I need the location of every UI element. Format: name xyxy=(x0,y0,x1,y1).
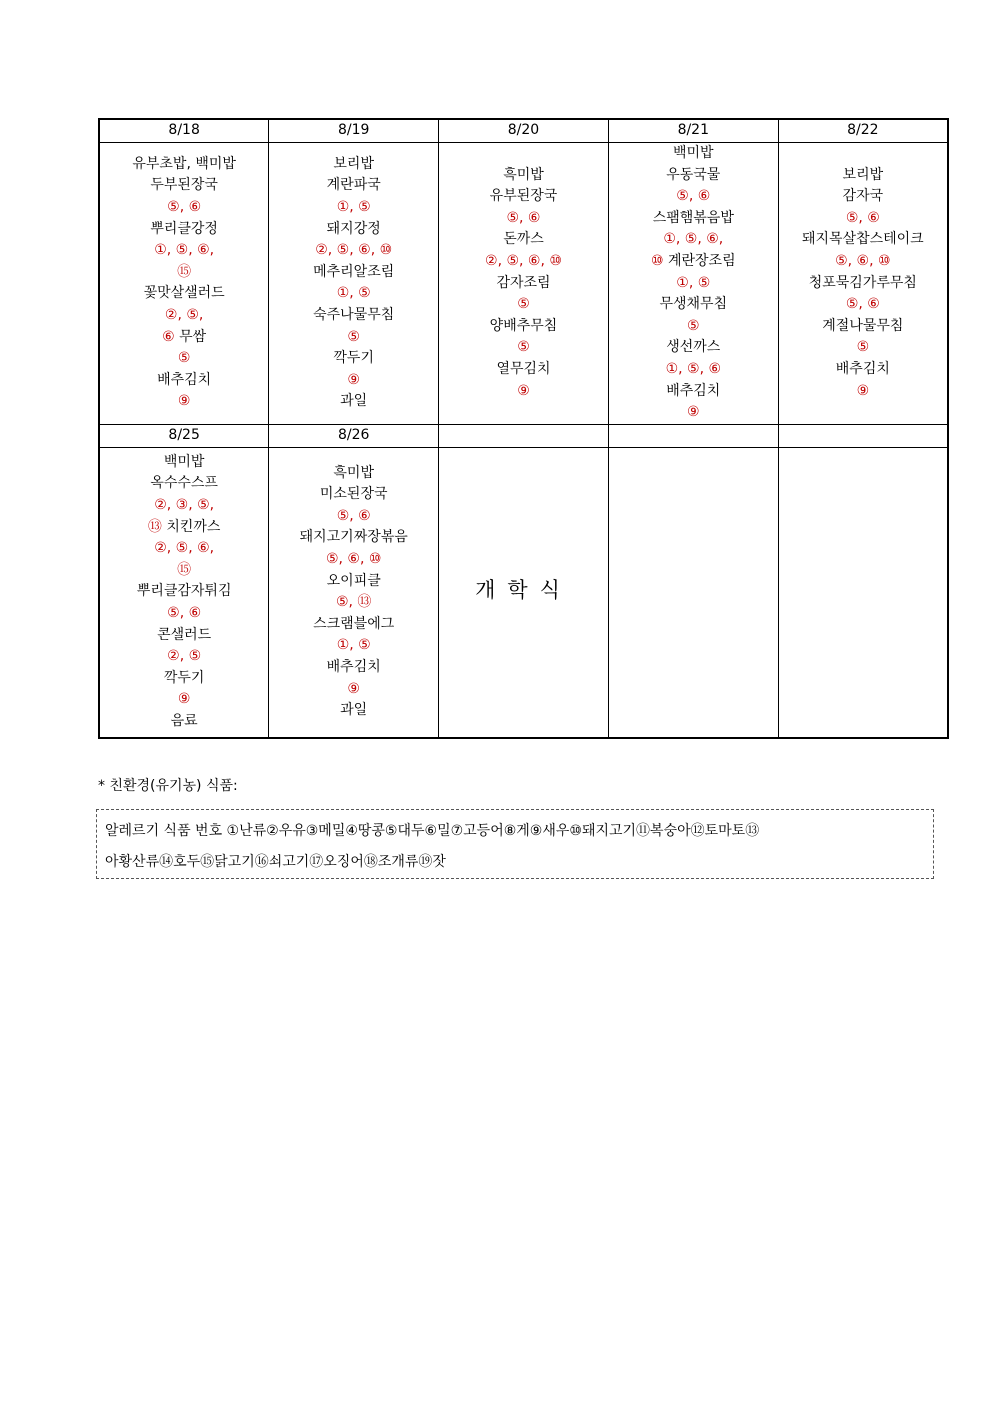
allergen-codes: ①, ⑤, ⑥, xyxy=(663,231,724,248)
dish-name: 스팸햄볶음밥 xyxy=(652,209,734,226)
allergen-line xyxy=(100,240,268,262)
date-cell xyxy=(439,424,609,447)
allergen-codes: ①, ⑤, ⑥, xyxy=(154,242,215,259)
allergen-codes: ②, ③, ⑤, xyxy=(154,497,215,514)
allergen-codes: ⑤ xyxy=(856,339,870,356)
lunch-menu-table xyxy=(98,118,949,739)
date-cell: 8/22 xyxy=(778,119,948,143)
allergy-legend-line: 아황산류⑭호두⑮닭고기⑯쇠고기⑰오징어⑱조개류⑲잣 xyxy=(105,854,446,870)
dish-name: 메추리알조림 xyxy=(313,263,395,280)
dish-name: 배추김치 xyxy=(326,659,381,675)
dish-name: 과일 xyxy=(340,393,368,410)
allergen-codes: ⑨ xyxy=(517,382,530,399)
allergen-line xyxy=(609,229,778,251)
allergen-codes: ②, ⑤, ⑥, ⑩ xyxy=(485,252,562,269)
allergen-codes: ⑮ xyxy=(177,561,192,578)
allergen-line xyxy=(100,603,268,625)
allergen-codes: ②, ⑤, ⑥, ⑩ xyxy=(315,242,393,259)
dish-name: 보리밥 xyxy=(333,155,374,172)
allergen-line xyxy=(779,294,947,316)
dish-name: 치킨까스 xyxy=(161,518,221,535)
allergen-codes: ⑤, ⑬ xyxy=(335,594,372,611)
dish-name: 콘샐러드 xyxy=(157,626,212,643)
allergen-codes: ⑤, ⑥ xyxy=(167,605,202,622)
allergen-codes: ⑨ xyxy=(177,691,191,708)
dish-name: 무쌈 xyxy=(174,328,207,345)
allergen-line xyxy=(100,560,268,582)
dish-name: 스크램블에그 xyxy=(313,615,395,632)
allergen-codes: ⑨ xyxy=(856,382,870,399)
allergen-line xyxy=(779,251,947,273)
allergen-codes: ⑤ xyxy=(687,317,700,334)
allergen-codes: ②, ⑤, ⑥, xyxy=(154,540,215,557)
allergen-line xyxy=(609,251,778,273)
dish-name: 돼지고기짜장볶음 xyxy=(299,529,408,546)
dish-name: 숙주나물무침 xyxy=(313,306,395,323)
dish-name: 뿌리클강정 xyxy=(150,220,218,237)
dish-name: 우동국물 xyxy=(666,166,721,183)
allergen-line xyxy=(269,679,438,701)
allergen-codes: ⑬ xyxy=(147,518,162,535)
dish-name: 청포묵김가루무침 xyxy=(808,274,917,291)
allergen-codes: ①, ⑤ xyxy=(336,637,371,654)
dish-name: 음료 xyxy=(170,712,198,729)
allergen-codes: ⑤, ⑥ xyxy=(167,198,202,215)
week1-menu-row xyxy=(99,143,948,425)
dish-name: 감자조림 xyxy=(496,274,551,291)
allergen-line xyxy=(100,197,268,219)
allergen-line xyxy=(269,592,438,614)
dish-name: 배추김치 xyxy=(835,360,890,377)
dish-name: 유부된장국 xyxy=(489,188,558,205)
allergen-codes: ⑥ xyxy=(162,328,175,345)
dish-name: 미소된장국 xyxy=(319,486,388,503)
allergen-line xyxy=(439,294,608,316)
date-cell: 8/26 xyxy=(269,424,439,447)
allergen-codes: ⑤, ⑥ xyxy=(676,188,711,205)
date-cell: 8/19 xyxy=(269,119,439,143)
allergen-codes: ⑤ xyxy=(177,350,191,367)
dish-name: 돈까스 xyxy=(503,231,544,248)
allergen-line xyxy=(269,635,438,657)
allergen-line xyxy=(269,327,438,349)
allergen-line xyxy=(609,402,778,424)
dish-name: 계란파국 xyxy=(326,177,381,194)
allergen-codes: ⑤, ⑥, ⑩ xyxy=(835,252,891,269)
allergen-line xyxy=(100,327,268,349)
allergen-codes: ①, ⑤ xyxy=(336,198,371,215)
dish-name: 두부된장국 xyxy=(150,177,218,194)
empty-cell xyxy=(608,447,778,738)
allergen-codes: ①, ⑤, ⑥ xyxy=(665,360,722,377)
allergen-codes: ⑨ xyxy=(347,371,360,388)
allergen-codes: ⑤, ⑥ xyxy=(506,209,541,226)
dish-name: 배추김치 xyxy=(666,382,721,399)
allergen-line xyxy=(269,549,438,571)
eco-food-note: * 친환경(유기농) 식품: xyxy=(98,778,238,794)
allergen-line xyxy=(609,359,778,381)
allergen-codes: ⑤ xyxy=(517,339,530,356)
allergen-line xyxy=(100,495,268,517)
date-cell xyxy=(608,424,778,447)
dish-name: 백미밥 xyxy=(163,453,205,470)
allergen-line xyxy=(609,186,778,208)
allergen-line xyxy=(609,316,778,338)
date-cell: 8/20 xyxy=(439,119,609,143)
allergen-codes: ⑩ xyxy=(650,252,664,269)
dish-name: 옥수수스프 xyxy=(150,475,218,492)
dish-name: 계절나물무침 xyxy=(822,317,904,334)
allergen-line xyxy=(269,506,438,528)
allergen-line xyxy=(100,538,268,560)
allergen-line xyxy=(269,240,438,262)
dish-name: 과일 xyxy=(340,702,368,719)
dish-name: 꽃맛살샐러드 xyxy=(143,285,225,302)
day-menu-cell xyxy=(269,143,439,425)
empty-cell xyxy=(778,447,948,738)
dish-name: 돼지강정 xyxy=(326,220,381,237)
date-cell xyxy=(778,424,948,447)
day-menu-cell xyxy=(99,143,269,425)
dish-name: 돼지목살찹스테이크 xyxy=(801,231,924,248)
allergen-line xyxy=(100,305,268,327)
dish-name: 유부초밥, 백미밥 xyxy=(132,155,236,172)
allergen-line xyxy=(100,348,268,370)
allergen-line xyxy=(269,197,438,219)
allergen-codes: ⑤, ⑥ xyxy=(336,507,371,524)
allergen-line xyxy=(609,273,778,295)
date-cell: 8/21 xyxy=(608,119,778,143)
day-menu-cell xyxy=(778,143,948,425)
dish-name: 계란장조림 xyxy=(663,252,736,269)
opening-ceremony-label: 개학식 xyxy=(475,577,572,602)
allergen-line xyxy=(439,251,608,273)
allergen-codes: ⑨ xyxy=(687,404,700,421)
week1-date-row xyxy=(99,119,948,143)
dish-name: 뿌리클감자튀김 xyxy=(136,583,232,600)
dish-name: 깍두기 xyxy=(333,350,374,367)
allergen-codes: ⑨ xyxy=(177,393,191,410)
allergen-line xyxy=(779,337,947,359)
allergen-codes: ②, ⑤, xyxy=(164,306,204,323)
allergen-line xyxy=(439,337,608,359)
allergen-line xyxy=(269,283,438,305)
dish-name: 깍두기 xyxy=(163,669,205,686)
allergen-codes: ⑨ xyxy=(347,680,360,697)
allergen-line xyxy=(100,262,268,284)
allergy-legend xyxy=(96,809,934,879)
date-cell: 8/25 xyxy=(99,424,269,447)
dish-name: 흑미밥 xyxy=(333,464,374,481)
allergen-codes: ②, ⑤ xyxy=(167,648,202,665)
allergen-line xyxy=(439,381,608,403)
allergen-codes: ①, ⑤ xyxy=(676,274,711,291)
allergy-legend-line: 알레르기 식품 번호 ①난류②우유③메밀④땅콩⑤대두⑥밀⑦고등어⑧게⑨새우⑩돼지고기⑪복숭아⑫토마토⑬ xyxy=(105,823,760,839)
event-cell xyxy=(439,447,609,738)
dish-name: 오이피클 xyxy=(326,572,381,589)
dish-name: 열무김치 xyxy=(496,360,551,377)
dish-name: 백미밥 xyxy=(673,145,714,161)
allergen-codes: ⑤ xyxy=(517,296,530,313)
dish-name: 배추김치 xyxy=(157,371,212,388)
dish-name: 양배추무침 xyxy=(489,317,558,334)
allergen-line xyxy=(100,689,268,711)
day-menu-cell xyxy=(99,447,269,738)
date-cell: 8/18 xyxy=(99,119,269,143)
allergen-line xyxy=(779,381,947,403)
allergen-line xyxy=(779,208,947,230)
allergen-codes: ⑤, ⑥ xyxy=(845,209,880,226)
allergen-line xyxy=(100,391,268,413)
allergen-codes: ①, ⑤ xyxy=(336,285,371,302)
dish-name: 감자국 xyxy=(842,188,884,205)
day-menu-cell xyxy=(439,143,609,425)
allergen-line xyxy=(100,646,268,668)
allergen-line xyxy=(100,517,268,539)
dish-name: 보리밥 xyxy=(842,166,884,183)
allergen-codes: ⑤, ⑥, ⑩ xyxy=(325,551,382,568)
week2-date-row xyxy=(99,424,948,447)
dish-name: 무생채무침 xyxy=(659,296,728,313)
day-menu-cell xyxy=(608,143,778,425)
allergen-codes: ⑤ xyxy=(347,328,360,345)
allergen-codes: ⑮ xyxy=(177,263,192,280)
dish-name: 흑미밥 xyxy=(503,166,544,183)
day-menu-cell xyxy=(269,447,439,738)
allergen-line xyxy=(439,208,608,230)
allergen-line xyxy=(269,370,438,392)
allergen-codes: ⑤, ⑥ xyxy=(845,296,880,313)
week2-menu-row xyxy=(99,447,948,738)
dish-name: 생선까스 xyxy=(666,339,721,356)
